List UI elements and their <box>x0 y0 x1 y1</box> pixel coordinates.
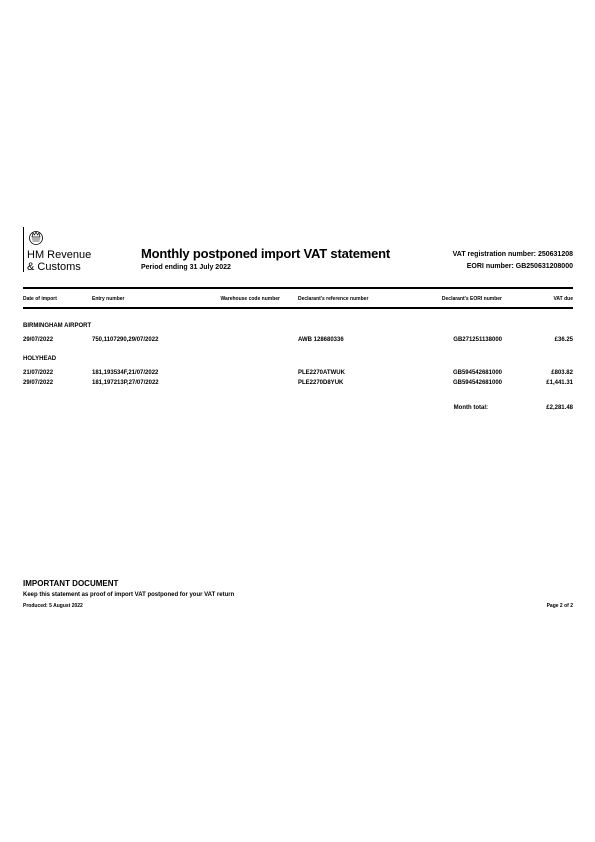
keep-statement-note: Keep this statement as proof of import VAT postponed for your VAT return <box>23 592 235 598</box>
table-cell-vat: £36.25 <box>554 337 573 343</box>
table-cell-reference: PLE2270ATWUK <box>298 370 345 376</box>
produced-date: Produced: 5 August 2022 <box>23 603 83 609</box>
column-header-warehouse: Warehouse code number <box>220 296 280 302</box>
table-cell-reference: AWB 128680336 <box>298 337 344 343</box>
logo-divider <box>23 227 24 272</box>
table-cell-eori: GB594542681000 <box>452 380 502 386</box>
table-cell-date: 29/07/2022 <box>23 337 54 343</box>
statement-period: Period ending 31 July 2022 <box>141 264 231 271</box>
table-cell-vat: £803.82 <box>551 370 573 376</box>
column-header-vat: VAT due <box>553 296 573 302</box>
table-cell-entry: 181,193534F,21/07/2022 <box>92 370 159 376</box>
table-cell-entry: 750,1107290,29/07/2022 <box>92 337 159 343</box>
eori-number: EORI number: GB250631208000 <box>466 263 573 270</box>
table-cell-date: 29/07/2022 <box>23 380 54 386</box>
vat-registration-number: VAT registration number: 250631208 <box>452 251 573 258</box>
table-header-rule <box>23 307 573 309</box>
section-heading: BIRMINGHAM AIRPORT <box>23 323 92 329</box>
table-cell-eori: GB271251138000 <box>453 337 502 343</box>
month-total-value: £2,281.48 <box>546 405 573 411</box>
column-header-reference: Declarant's reference number <box>298 296 369 302</box>
logo-text-line1: HM Revenue <box>27 249 92 261</box>
table-cell-vat: £1,441.31 <box>546 380 573 386</box>
table-cell-eori: GB594542681000 <box>452 370 502 376</box>
page-number: Page 2 of 2 <box>546 603 573 609</box>
month-total-label: Month total: <box>453 405 488 411</box>
important-document-heading: IMPORTANT DOCUMENT <box>23 579 119 588</box>
logo-text-line2: & Customs <box>27 261 81 273</box>
crest-icon <box>27 228 45 246</box>
column-header-eori: Declarant's EORI number <box>441 296 502 302</box>
table-cell-date: 21/07/2022 <box>23 370 54 376</box>
section-heading: HOLYHEAD <box>23 356 57 362</box>
table-cell-entry: 181,197213P,27/07/2022 <box>92 380 159 386</box>
column-header-date: Date of import <box>23 296 57 302</box>
statement-title: Monthly postponed import VAT statement <box>141 246 391 261</box>
column-header-entry: Entry number <box>92 296 125 302</box>
table-top-rule <box>23 287 573 289</box>
table-cell-reference: PLE2270D8YUK <box>298 380 344 386</box>
